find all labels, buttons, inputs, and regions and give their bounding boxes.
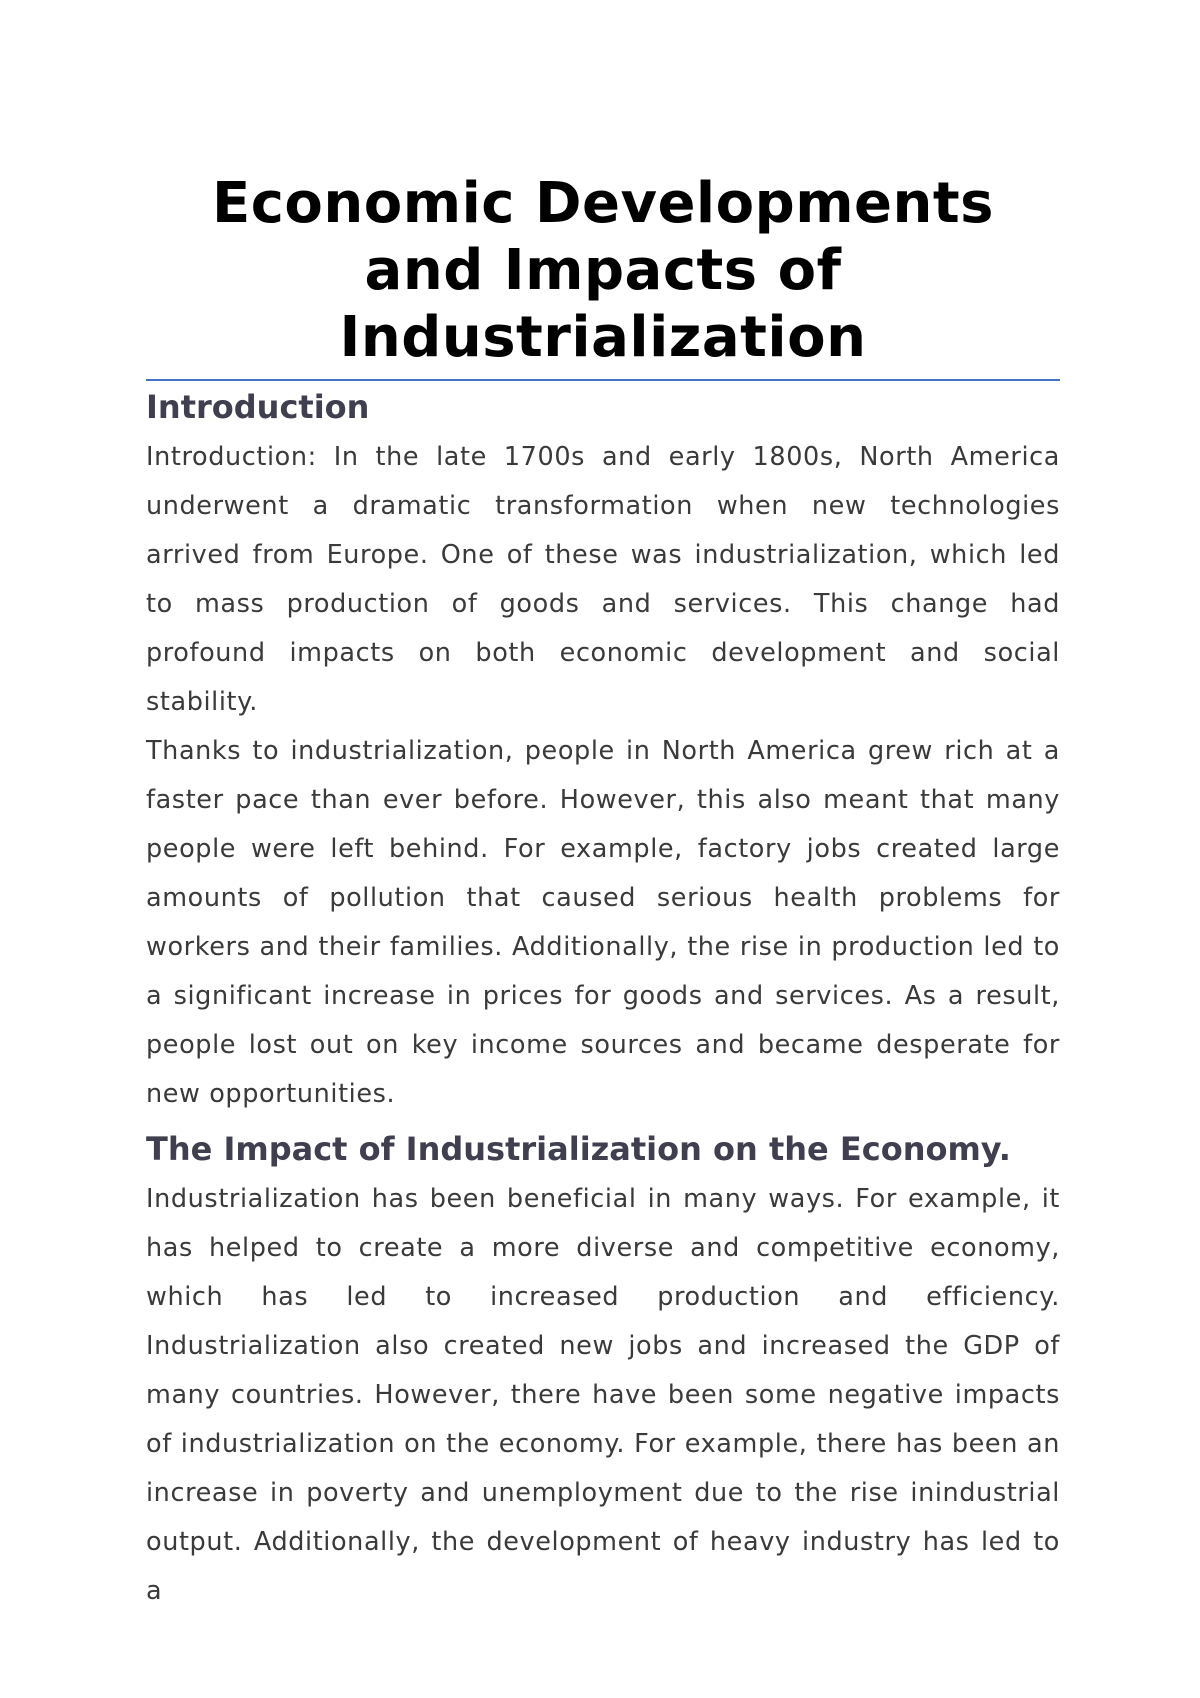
title-underline [146,379,1060,381]
paragraph: Introduction: In the late 1700s and early 1800s, North America underwent a dramatic transformation when new technologies arrived from Europe. One of these was industrialization, which led to mass production of goods and services. This change had profound impacts on both economic development and social stability. [146,442,1060,717]
paragraph: Industrialization has been beneficial in many ways. For example, it has helped to create a more diverse and competitive economy, which has led to increased production and efficiency. Industrialization also created new jobs and increased the GDP of many countries. However, there have been some negative impacts of industrialization on the economy. For example, there has been an increase in poverty and unemployment due to the rise inindustrial output. Additionally, the development of heavy industry has led to a [146,1184,1060,1606]
paragraph: Thanks to industrialization, people in North America grew rich at a faster pace than ever before. However, this also meant that many people were left behind. For example, factory jobs created large amounts of pollution that caused serious health problems for workers and their families. Additionally, the rise in production led to a significant increase in prices for goods and services. As a result, people lost out on key income sources and became desperate for new opportunities. [146,736,1060,1109]
document-title: Economic Developments and Impacts of Industrialization [211,171,994,370]
document-body [146,170,1060,1616]
section-heading-impact-on-economy: The Impact of Industrialization on the Economy. [146,1130,1011,1168]
section-heading-introduction: Introduction [146,388,370,426]
